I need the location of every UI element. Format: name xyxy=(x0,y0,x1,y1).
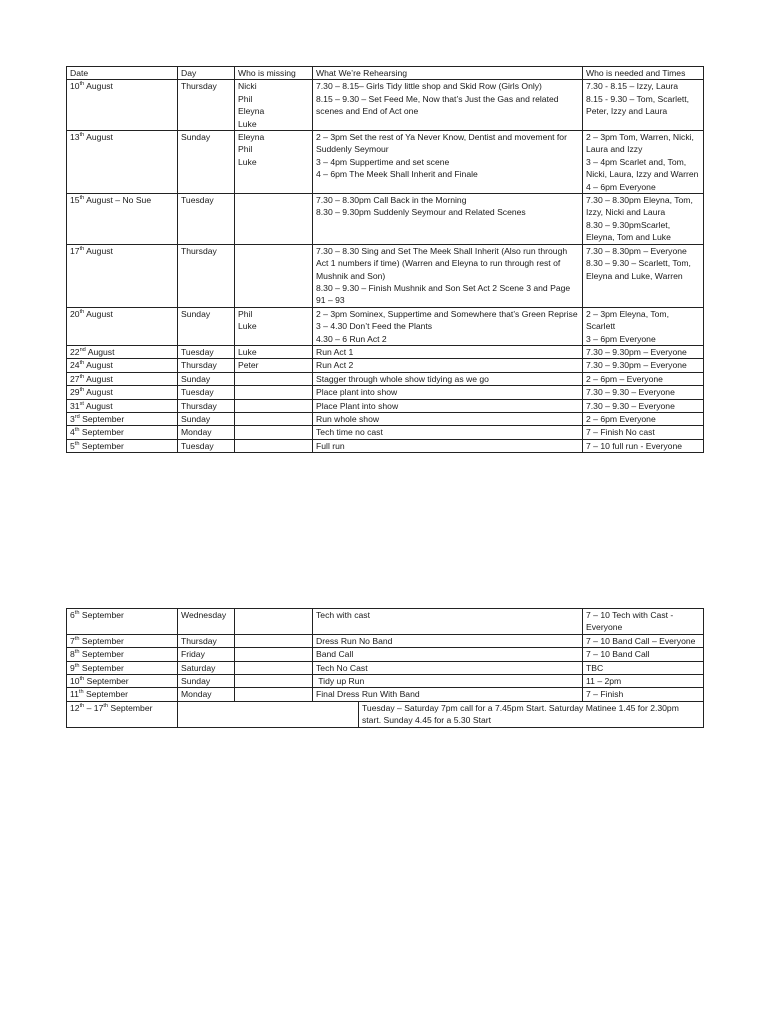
missing-cell xyxy=(235,426,313,439)
day-cell: Sunday xyxy=(178,131,235,194)
needed-cell: 7 – Finish No cast xyxy=(583,426,704,439)
missing-cell xyxy=(235,399,313,412)
day-cell: Thursday xyxy=(178,80,235,131)
day-cell: Sunday xyxy=(178,412,235,425)
needed-cell: 2 – 6pm – Everyone xyxy=(583,372,704,385)
missing-cell xyxy=(235,609,313,635)
needed-cell: 7.30 – 9.30pm – Everyone xyxy=(583,359,704,372)
table-row xyxy=(67,426,704,439)
header-who-is-missing: Who is missing xyxy=(235,67,313,80)
missing-cell: Phil Luke xyxy=(235,307,313,345)
rehearsing-cell: Tidy up Run xyxy=(313,675,583,688)
missing-cell: Nicki Phil Eleyna Luke xyxy=(235,80,313,131)
header-who-needed: Who is needed and Times xyxy=(583,67,704,80)
table-row xyxy=(67,648,704,661)
needed-cell: 7 – 10 Band Call – Everyone xyxy=(583,634,704,647)
missing-cell xyxy=(235,688,313,701)
date-cell: 9th September xyxy=(67,661,178,674)
table-row xyxy=(67,412,704,425)
date-cell: 17th August xyxy=(67,244,178,307)
day-cell: Monday xyxy=(178,688,235,701)
rehearsing-cell: 7.30 – 8.15– Girls Tidy little shop and Skid Row (Girls Only) 8.15 – 9.30 – Set Feed Me, Now that’s Just the Gas and related scenes and End of Act one xyxy=(313,80,583,131)
table-row xyxy=(67,688,704,701)
day-cell: Thursday xyxy=(178,634,235,647)
rehearsing-cell: Tech time no cast xyxy=(313,426,583,439)
performance-note-cell: Tuesday – Saturday 7pm call for a 7.45pm Start. Saturday Matinee 1.45 for 2.30pm start. Sunday 4.45 for a 5.30 Start xyxy=(359,701,704,727)
missing-cell xyxy=(235,244,313,307)
rehearsing-cell: 2 – 3pm Sominex, Suppertime and Somewhere that’s Green Reprise 3 – 4.30 Don’t Feed the Plants 4.30 – 6 Run Act 2 xyxy=(313,307,583,345)
missing-cell xyxy=(235,372,313,385)
day-cell: Saturday xyxy=(178,661,235,674)
day-cell: Sunday xyxy=(178,307,235,345)
rehearsing-cell: Run Act 1 xyxy=(313,345,583,358)
needed-cell: 7 – 10 Tech with Cast - Everyone xyxy=(583,609,704,635)
missing-cell: Luke xyxy=(235,345,313,358)
needed-cell: 7 – 10 Band Call xyxy=(583,648,704,661)
table-row xyxy=(67,399,704,412)
date-cell: 27th August xyxy=(67,372,178,385)
table-row xyxy=(67,131,704,194)
table-row-performances xyxy=(67,701,704,727)
missing-cell xyxy=(235,439,313,452)
table-row xyxy=(67,372,704,385)
missing-cell xyxy=(235,648,313,661)
performance-week-schedule-table xyxy=(66,608,704,728)
table-row xyxy=(67,634,704,647)
day-cell: Thursday xyxy=(178,359,235,372)
date-cell: 20th August xyxy=(67,307,178,345)
day-cell: Sunday xyxy=(178,675,235,688)
date-cell: 5th September xyxy=(67,439,178,452)
missing-cell: Peter xyxy=(235,359,313,372)
day-cell: Tuesday xyxy=(178,439,235,452)
day-cell: Friday xyxy=(178,648,235,661)
table-row xyxy=(67,244,704,307)
date-cell: 8th September xyxy=(67,648,178,661)
date-cell: 11th September xyxy=(67,688,178,701)
needed-cell: 7.30 - 8.15 – Izzy, Laura 8.15 - 9.30 – Tom, Scarlett, Peter, Izzy and Laura xyxy=(583,80,704,131)
date-cell: 15th August – No Sue xyxy=(67,194,178,245)
rehearsing-cell: Dress Run No Band xyxy=(313,634,583,647)
missing-cell xyxy=(235,194,313,245)
header-date: Date xyxy=(67,67,178,80)
day-cell: Sunday xyxy=(178,372,235,385)
blank-cell xyxy=(178,701,359,727)
missing-cell xyxy=(235,386,313,399)
date-cell: 4th September xyxy=(67,426,178,439)
table-row xyxy=(67,661,704,674)
date-cell: 13th August xyxy=(67,131,178,194)
date-cell: 12th – 17th September xyxy=(67,701,178,727)
rehearsing-cell: Tech with cast xyxy=(313,609,583,635)
rehearsing-cell: Band Call xyxy=(313,648,583,661)
table-row xyxy=(67,194,704,245)
table-row xyxy=(67,386,704,399)
rehearsing-cell: Run whole show xyxy=(313,412,583,425)
day-cell: Monday xyxy=(178,426,235,439)
day-cell: Thursday xyxy=(178,244,235,307)
rehearsing-cell: Tech No Cast xyxy=(313,661,583,674)
table-header-row xyxy=(67,67,704,80)
table-row xyxy=(67,307,704,345)
date-cell: 3rd September xyxy=(67,412,178,425)
table-row xyxy=(67,439,704,452)
day-cell: Tuesday xyxy=(178,345,235,358)
table-row xyxy=(67,359,704,372)
day-cell: Thursday xyxy=(178,399,235,412)
missing-cell xyxy=(235,412,313,425)
rehearsing-cell: 2 – 3pm Set the rest of Ya Never Know, Dentist and movement for Suddenly Seymour 3 – 4pm Suppertime and set scene 4 – 6pm The Meek Shall Inherit and Finale xyxy=(313,131,583,194)
missing-cell: Eleyna Phil Luke xyxy=(235,131,313,194)
date-cell: 10th August xyxy=(67,80,178,131)
rehearsing-cell: Final Dress Run With Band xyxy=(313,688,583,701)
date-cell: 7th September xyxy=(67,634,178,647)
rehearsing-cell: Place plant into show xyxy=(313,386,583,399)
day-cell: Tuesday xyxy=(178,194,235,245)
table-row xyxy=(67,609,704,635)
table-row xyxy=(67,80,704,131)
rehearsing-cell: 7.30 – 8.30pm Call Back in the Morning 8.30 – 9.30pm Suddenly Seymour and Related Scenes xyxy=(313,194,583,245)
needed-cell: TBC xyxy=(583,661,704,674)
missing-cell xyxy=(235,675,313,688)
needed-cell: 2 – 6pm Everyone xyxy=(583,412,704,425)
needed-cell: 7.30 – 9.30 – Everyone xyxy=(583,386,704,399)
rehearsing-cell: Full run xyxy=(313,439,583,452)
needed-cell: 7.30 – 8.30pm – Everyone 8.30 – 9.30 – Scarlett, Tom, Eleyna and Luke, Warren xyxy=(583,244,704,307)
table-row xyxy=(67,675,704,688)
date-cell: 31st August xyxy=(67,399,178,412)
rehearsing-cell: Stagger through whole show tidying as we go xyxy=(313,372,583,385)
needed-cell: 7.30 – 9.30 – Everyone xyxy=(583,399,704,412)
needed-cell: 2 – 3pm Eleyna, Tom, Scarlett 3 – 6pm Everyone xyxy=(583,307,704,345)
rehearsing-cell: Run Act 2 xyxy=(313,359,583,372)
needed-cell: 7.30 – 9.30pm – Everyone xyxy=(583,345,704,358)
date-cell: 22nd August xyxy=(67,345,178,358)
date-cell: 29th August xyxy=(67,386,178,399)
header-day: Day xyxy=(178,67,235,80)
missing-cell xyxy=(235,634,313,647)
needed-cell: 11 – 2pm xyxy=(583,675,704,688)
needed-cell: 7 – 10 full run - Everyone xyxy=(583,439,704,452)
needed-cell: 7 – Finish xyxy=(583,688,704,701)
date-cell: 24th August xyxy=(67,359,178,372)
day-cell: Tuesday xyxy=(178,386,235,399)
rehearsing-cell: 7.30 – 8.30 Sing and Set The Meek Shall Inherit (Also run through Act 1 numbers if time) (Warren and Eleyna to run through rest of Mushnik and Son) 8.30 – 9.30 – Finish Mushnik and Son Set Act 2 Scene 3 and Page 91 – 93 xyxy=(313,244,583,307)
date-cell: 6th September xyxy=(67,609,178,635)
missing-cell xyxy=(235,661,313,674)
day-cell: Wednesday xyxy=(178,609,235,635)
needed-cell: 2 – 3pm Tom, Warren, Nicki, Laura and Izzy 3 – 4pm Scarlet and, Tom, Nicki, Laura, Izzy and Warren 4 – 6pm Everyone xyxy=(583,131,704,194)
rehearsing-cell: Place Plant into show xyxy=(313,399,583,412)
date-cell: 10th September xyxy=(67,675,178,688)
table-row xyxy=(67,345,704,358)
header-what-rehearsing: What We’re Rehearsing xyxy=(313,67,583,80)
rehearsal-schedule-table xyxy=(66,66,704,453)
needed-cell: 7.30 – 8.30pm Eleyna, Tom, Izzy, Nicki and Laura 8.30 – 9.30pmScarlet, Eleyna, Tom and Luke xyxy=(583,194,704,245)
